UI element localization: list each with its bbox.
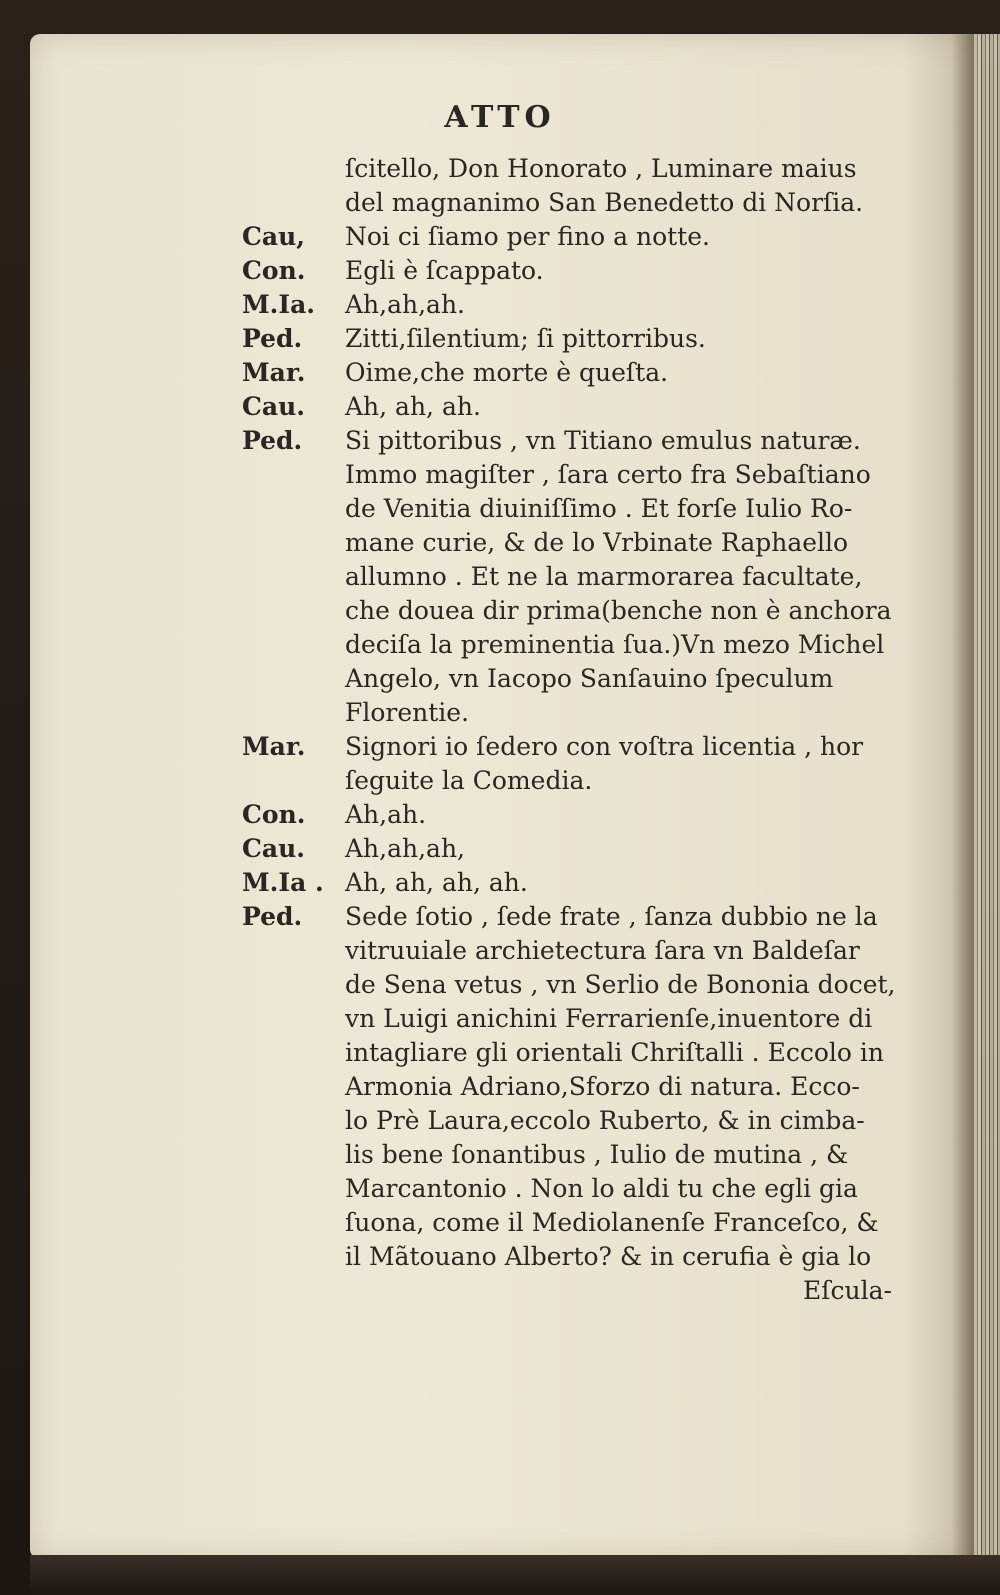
text-line: intagliare gli orientali Chriſtalli . Eccolo in [345,1038,884,1067]
speaker-label: Ped. [242,426,303,455]
text-line: deciſa la preminentia ſua.)Vn mezo Michel [345,630,885,659]
speaker-label: Mar. [242,358,306,387]
speech-block [242,254,942,288]
speaker-label: Cau, [242,222,305,251]
text-line: de Sena vetus , vn Serlio de Bononia docet, [345,970,896,999]
speech-block [242,390,942,424]
text-line: Ah, ah, ah. [345,392,481,421]
text-line: ſcitello, Don Honorato , Luminare maius [345,154,857,183]
text-line: lo Prè Laura,eccolo Ruberto, & in cimba- [345,1106,865,1135]
text-line: Angelo, vn Iacopo Sanſauino ſpeculum [345,664,834,693]
speech-block [242,220,942,254]
text-line: Signori io ſedero con voſtra licentia , hor [345,732,864,761]
text-line: Marcantonio . Non lo aldi tu che egli gia [345,1174,858,1203]
text-line: de Venitia diuiniſſimo . Et forſe Iulio Ro- [345,494,853,523]
text-line: del magnanimo San Benedetto di Norſia. [345,188,864,217]
text-line: ſuona, come il Mediolanenſe Franceſco, & [345,1208,879,1237]
speech-block [242,322,942,356]
speech-block [242,152,942,220]
text-line: Sede ſotio , ſede frate , ſanza dubbio ne la [345,902,878,931]
speech-block [242,288,942,322]
text-line: Oime,che morte è queſta. [345,358,669,387]
text-line: Immo magiſter , ſara certo fra Sebaſtiano [345,460,871,489]
speech-block [242,900,942,1274]
speech-block [242,832,942,866]
text-line: Noi ci ſiamo per fino a notte. [345,222,710,251]
text-line: Ah,ah,ah, [345,834,466,863]
text-line: lis bene ſonantibus , Iulio de mutina , & [345,1140,849,1169]
speaker-label: M.Ia . [242,868,324,897]
text-line: che douea dir prima(benche non è anchora [345,596,892,625]
speech-block [242,424,942,730]
speaker-label: Con. [242,256,306,285]
text-line: Ah,ah,ah. [345,290,466,319]
text-line: Egli è ſcappato. [345,256,544,285]
speaker-label: Ped. [242,902,303,931]
speaker-label: M.Ia. [242,290,315,319]
speaker-label: Ped. [242,324,303,353]
text-line: mane curie, & de lo Vrbinate Raphaello [345,528,849,557]
text-line: Armonia Adriano,Sforzo di natura. Ecco- [345,1072,860,1101]
text-line: Zitti,ſilentium; ſi pittorribus. [345,324,706,353]
text-line: il Mãtouano Alberto? & in cerufia è gia lo [345,1242,872,1271]
speaker-label: Cau. [242,392,305,421]
play-text [242,152,942,1308]
text-line: allumno . Et ne la marmorarea facultate, [345,562,863,591]
text-line: vitruuiale archietectura ſara vn Baldeſar [345,936,860,965]
text-line: ſeguite la Comedia. [345,766,593,795]
catchword: Eſcula- [803,1276,892,1305]
page-header: ATTO [444,100,556,135]
speech-block [242,866,942,900]
speaker-label: Cau. [242,834,305,863]
binding-shadow [30,1555,1000,1595]
speech-block [242,730,942,798]
speech-block [242,356,942,390]
page-edges [974,34,1000,1559]
text-line: vn Luigi anichini Ferrarienſe,inuentore di [345,1004,873,1033]
text-line: Ah, ah, ah, ah. [345,868,528,897]
speaker-label: Con. [242,800,306,829]
text-line: Si pittoribus , vn Titiano emulus naturæ. [345,426,861,455]
text-line: Florentie. [345,698,470,727]
text-line: Ah,ah. [345,800,427,829]
speaker-label: Mar. [242,732,306,761]
speech-block [242,798,942,832]
